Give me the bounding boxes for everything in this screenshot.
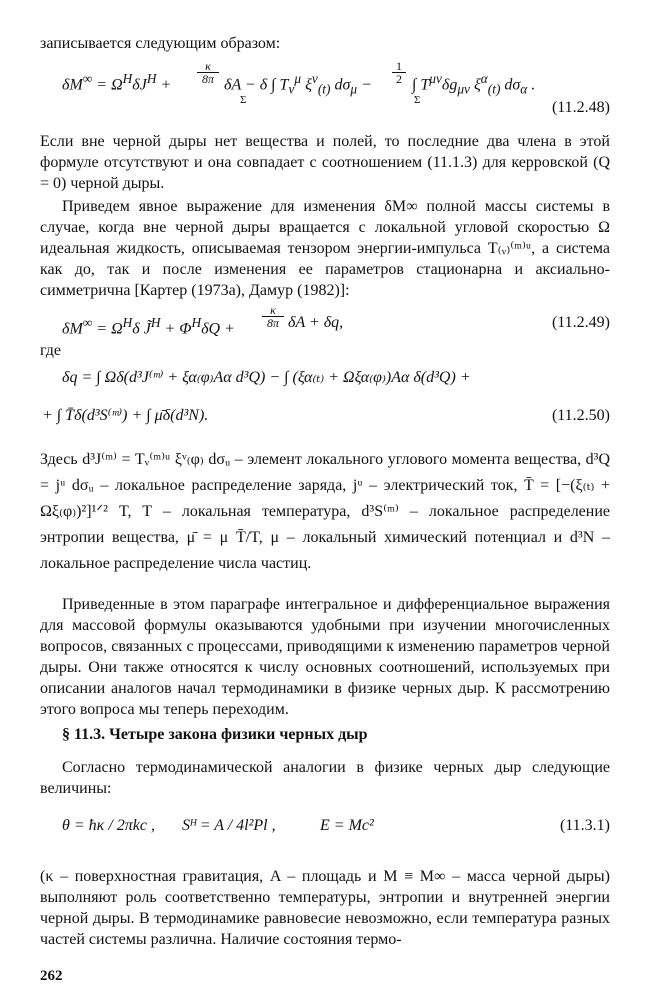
equation-number-11-3-1: (11.3.1) [559, 817, 610, 834]
paragraph-1: Если вне черной дыры нет вещества и полей, то последние два члена в этой формуле отсутствуют и она совпадает с соотношением (11.1.3) для керровской (Q = 0) черной дыры. [40, 133, 610, 192]
paragraph-5: Согласно термодинамической аналогии в физике черных дыр следующие величины: [40, 759, 610, 797]
energy-formula: E = Mc² [320, 817, 374, 834]
paragraph-4: Приведенные в этом параграфе интегральное и дифференциальное выражения для массовой формулы оказываются удобными при изучении многочисленных вопросов, связанных с процессами, приводящими к изменению параметров черной дыры. Они также относятся к числу основных соотношений, используемых при описании аналогов начал термодинамики в физике черных дыр. К рассмотрению этого вопроса мы теперь переходим. [40, 596, 610, 718]
theta-formula: θ = ħκ / 2πkc , [62, 817, 155, 834]
equation-number-11-2-49: (11.2.49) [551, 314, 610, 331]
entropy-formula: Sᴴ = A / 4l²Pl , [182, 817, 276, 834]
equation-11-3-1 [62, 805, 610, 855]
paragraph-3: Здесь d³J⁽ᵐ⁾ = Tᵥ⁽ᵐ⁾ᵘ ξᵛ₍φ₎ dσᵤ – элемент локального углового момента вещества, d³Q = jᵘ dσᵤ – локальное распределение заряда, jᵘ – электрический ток, T̄ = [−(ξ₍ₜ₎ + Ωξ₍φ₎)²]¹ᐟ² T, T – локальная температура, d³S⁽ᵐ⁾ – локальное распределение энтропии вещества, μ̄ = μ T̄/T, μ – локальный химический потенциал и d³N – локальное распределение числа частиц. [40, 451, 610, 572]
section-heading: § 11.3. Четыре закона физики черных дыр [62, 726, 368, 743]
equation-11-2-48: $\delta M^\infty = \Omega^H\delta J^H$ + κ 8π δA − δ ∫ $T_\nu^\mu$ $\xi^\nu_{(t)}$ $d\sigma_\mu$ − Σ 1 2 ∫ $T^{\mu\nu}\delta g_{\mu\nu}$ $\xi^\alpha_{(t)}$ $d\sigma_\alpha$ . Σ [62, 59, 536, 106]
equation-number-11-2-50: (11.2.50) [551, 407, 610, 424]
equation-number-11-2-48: (11.2.48) [551, 99, 610, 116]
equation-11-2-50 [42, 367, 610, 427]
page-number: 262 [40, 968, 63, 984]
equation-11-2-49: $\delta M^\infty = \Omega^H\delta$ J̃$^H$ + $\Phi^H\delta Q$ + κ 8π δA + δq, [62, 303, 344, 338]
intro-line: записывается следующим образом: [40, 35, 281, 52]
equation-11-2-50-line-2: + ∫ T̄δ(d³S⁽ᵐ⁾) + ∫ μ̄δ(d³N). [42, 407, 209, 424]
equation-11-2-50-line-1: δq = ∫ Ωδ(d³J⁽ᵐ⁾ + ξα₍φ₎Aα d³Q) − ∫ (ξα₍ₜ₎ + Ωξα₍φ₎)Aα δ(d³Q) + [62, 369, 471, 386]
paragraph-6: (κ – поверхностная гравитация, A – площадь и M ≡ M∞ – масса черной дыры) выполняют роль соответственно температуры, энтропии и внутренней энергии черной дыры. В термодинамике равновесие невозможно, если температура разных частей системы различна. Наличие состояния термо- [40, 868, 610, 948]
where-label: где [40, 342, 62, 359]
paragraph-2: Приведем явное выражение для изменения δM∞ полной массы системы в случае, когда вне черной дыры вращается с локальной угловой скоростью Ω идеальная жидкость, описываемая тензором энергии-импульса T₍ᵥ₎⁽ᵐ⁾ᵘ, а система как до, так и после изменения ее параметров стационарна и аксиально-симметрична [Картер (1973а), Дамур (1982)]: [40, 198, 610, 299]
